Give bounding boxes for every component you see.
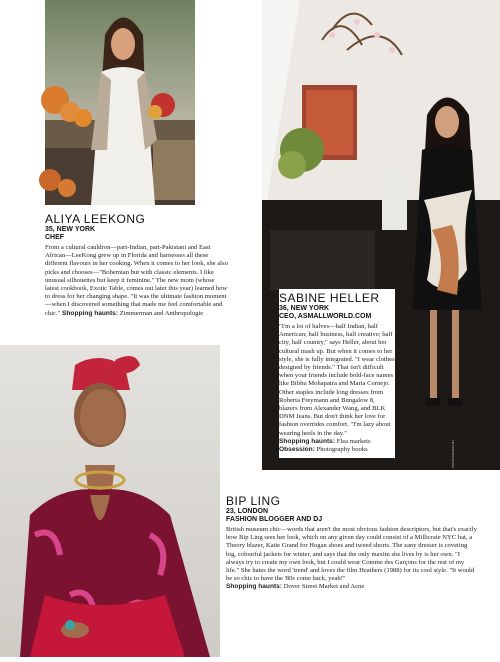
profile-age-city: 35, NEW YORK	[45, 226, 96, 233]
shopping-haunts-value: Zimmerman and Anthropologie	[119, 309, 204, 317]
profile-body: "I'm a lot of halves—half Indian, half American; half business, half creative; half city, half country," says Heller, about her cultural mash up. But when it comes to her style, she is fully integrated. "I wear clothes designed by friends." That isn't difficult when your friends include bold-face names like Bibhu Mohapatra and Maria Cornejo. Other staples include long dresses from Roberta Freymann and Bungalow 8, blazers from Alexander Wang, and BLK DNM Jeans. But don't think her love for fashion overrides comfort. "I'm lazy about wearing heels in the day."	[279, 323, 395, 437]
profile-occupation: CHEF	[45, 234, 65, 241]
shopping-haunts-value: Flea markets	[336, 437, 371, 445]
bip-ling-profile	[226, 495, 478, 592]
obsession-value: Photography books	[316, 446, 368, 454]
bip-ling-photo	[0, 345, 220, 657]
profile-age-city: 23, LONDON	[226, 508, 269, 515]
profile-text	[279, 323, 395, 454]
market-scene	[45, 0, 195, 205]
profile-age-city: 36, NEW YORK	[279, 305, 330, 312]
sabine-heller-profile	[279, 289, 395, 458]
shopping-haunts-label: Shopping haunts:	[226, 583, 283, 591]
aliya-leekong-profile	[45, 213, 228, 318]
profile-body: From a cultural cauldron—part-Indian, part-Pakistani and East African—LeeKong grew up in Florida and harnesses all these different flavours in her cooking. When it comes to her look, she also picks and chooses—"Bohemian but with classic elements. I like unusual silhouettes but keep it feminine." The new mom (whose latest cookbook, Exotic Table, comes out later this year) learned how to dress for her changing shape. "It was the ultimate fashion moment—when I discovered something that made me feel comfortable and chic."	[45, 244, 228, 317]
profile-text	[226, 526, 478, 592]
profile-name: BIP LING	[226, 494, 281, 508]
shopping-haunts-label: Shopping haunts:	[279, 437, 336, 445]
profile-body: British museum chic—words that aren't the most obvious fashion descriptors, but that's exactly how Bip Ling sees her look, which on any given day could consist of a Millicrate NYC hat, a Theory blazer, Katie Grand for Hogan shoes and tweed shorts. The zany dresser is coveting big, colourful jackets for winter, and says that the only maxim she lives by is her own. "I always try to create my own look, but I could wear Comme des Garçons for the rest of my life." She hates the word 'trend' and loves the film Heathers (1988) for its cool style. "It would be so chic to have the '80s come back, yeah!"	[226, 526, 477, 583]
portrait-scene	[0, 345, 220, 657]
photo-credit: PHOTOGRAPHS BY	[451, 439, 455, 468]
aliya-leekong-photo	[45, 0, 195, 205]
profile-occupation: CEO, ASMALLWORLD.COM	[279, 313, 372, 320]
shopping-haunts-value: Dover Street Market and Acne	[283, 583, 365, 591]
obsession-label: Obsession:	[279, 446, 315, 454]
profile-occupation: FASHION BLOGGER AND DJ	[226, 516, 323, 523]
profile-name: SABINE HELLER	[279, 291, 380, 305]
profile-text	[45, 244, 228, 318]
shopping-haunts-label: Shopping haunts:	[61, 309, 119, 317]
profile-name: ALIYA LEEKONG	[45, 212, 146, 226]
